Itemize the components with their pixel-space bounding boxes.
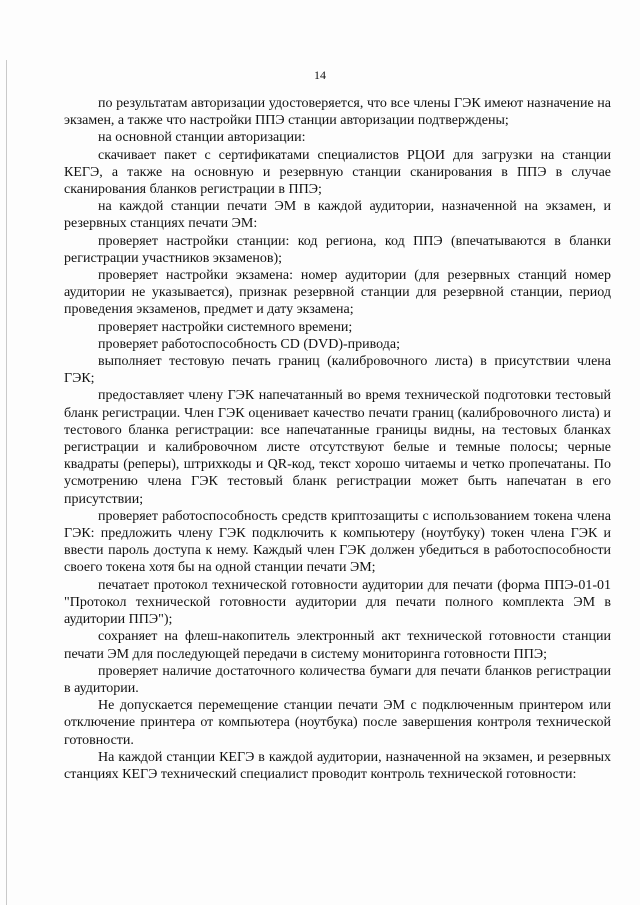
paragraph: проверяет настройки системного времени;: [98, 319, 353, 335]
paragraph: на основной станции авторизации:: [98, 130, 306, 146]
scan-edge-line: [6, 60, 7, 905]
page-number: 14: [314, 68, 326, 82]
paragraph: скачивает пакет с сертификатами специалистов РЦОИ для загрузки на станции КЕГЭ, а также на основную и резервную станции сканирования в ППЭ в случае сканирования бланков регистрации в ППЭ;: [64, 147, 611, 198]
paragraph: Не допускается перемещение станции печати ЭМ с подключенным принтером или отключение принтера от компьютера (ноутбука) после завершения контроля технической готовности.: [64, 698, 611, 748]
paragraph: предоставляет члену ГЭК напечатанный во время технической подготовки тестовый бланк регистрации. Член ГЭК оценивает качество печати границ (калибровочного листа) и тестового бланка регистрации: все напечатанные границы видны, на тестовых бланках регистрации и калибровочном листе отсутствуют белые и темные полосы; черные квадраты (реперы), штрихкоды и QR-код, текст хорошо читаемы и четко пропечатаны. По усмотрению члена ГЭК тестовый бланк регистрации может быть напечатан в его присутствии;: [64, 388, 611, 507]
paragraph: по результатам авторизации удостоверяется, что все члены ГЭК имеют назначение на экзамен, а также что настройки ППЭ станции авторизации подтверждены;: [64, 96, 611, 129]
paragraph: проверяет наличие достаточного количества бумаги для печати бланков регистрации в аудитории.: [64, 663, 611, 696]
paragraph: проверяет настройки экзамена: номер аудитории (для резервных станций номер аудитории не указывается), признак резервной станции для резервной станции, период проведения экзаменов, предмет и дату экзамена;: [64, 268, 611, 318]
paragraph: проверяет работоспособность CD (DVD)-привода;: [98, 336, 400, 352]
paragraph: проверяет работоспособность средств криптозащиты с использованием токена члена ГЭК: предложить члену ГЭК подключить к компьютеру (ноутбуку) токен члена ГЭК и ввести пароль доступа к нему. Каждый член ГЭК должен убедиться в работоспособности своего токена хотя бы на одной станции печати ЭМ;: [64, 508, 611, 576]
paragraph: сохраняет на флеш-накопитель электронный акт технической готовности станции печати ЭМ для последующей передачи в систему мониторинга готовности ППЭ;: [64, 629, 611, 662]
document-body: [64, 95, 611, 783]
paragraph: На каждой станции КЕГЭ в каждой аудитории, назначенной на экзамен, и резервных станциях КЕГЭ технический специалист проводит контроль технической готовности:: [64, 749, 611, 782]
paragraph: проверяет настройки станции: код региона, код ППЭ (впечатываются в бланки регистрации участников экзаменов);: [64, 233, 611, 266]
paragraph: на каждой станции печати ЭМ в каждой аудитории, назначенной на экзамен, и резервных станциях печати ЭМ:: [64, 199, 611, 232]
paragraph: печатает протокол технической готовности аудитории для печати (форма ППЭ-01-01 "Протокол технической готовности аудитории для печати полного комплекта ЭМ в аудитории ППЭ");: [64, 577, 611, 628]
paragraph: выполняет тестовую печать границ (калибровочного листа) в присутствии члена ГЭК;: [64, 354, 611, 387]
